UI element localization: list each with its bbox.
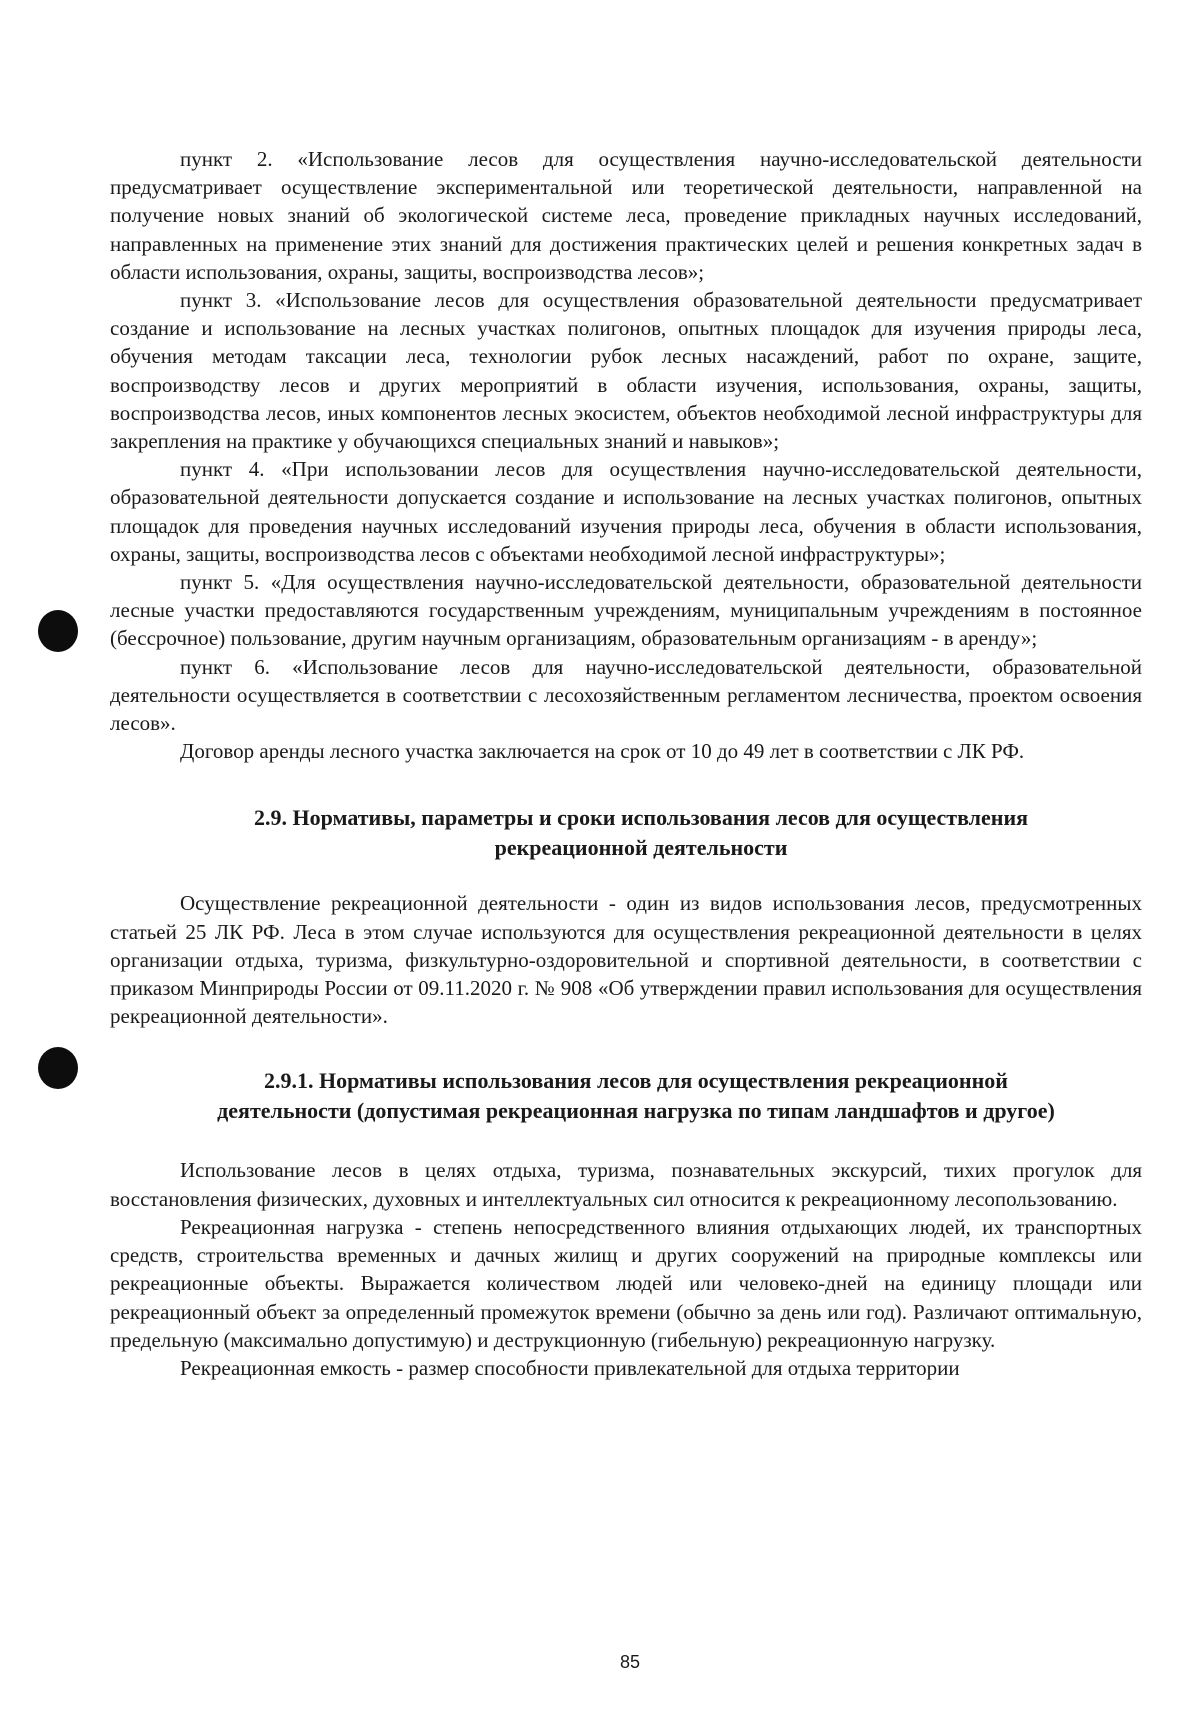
- punch-hole-mark: [38, 610, 78, 652]
- paragraph-recreation-intro: Осуществление рекреационной деятельности - один из видов использования лесов, предусмотренных статьей 25 ЛК РФ. Леса в этом случае используются для осуществления рекреационной деятельности в целях организации отдыха, туризма, физкультурно-оздоровительной и спортивной деятельности, в соответствии с приказом Минприроды России от 09.11.2020 г. № 908 «Об утверждении правил использования для осуществления рекреационной деятельности».: [110, 891, 1142, 1029]
- paragraph-punkt-6: пункт 6. «Использование лесов для научно-исследовательской деятельности, образовательной деятельности осуществляется в соответствии с лесохозяйственным регламентом лесничества, проектом освоения лесов».: [110, 654, 1142, 736]
- section-heading-2-9-1-line2: деятельности (допустимая рекреационная нагрузка по типам ландшафтов и другое): [217, 1098, 1055, 1124]
- section-heading-2-9-line1: 2.9. Нормативы, параметры и сроки использования лесов для осуществления: [253, 805, 1029, 831]
- paragraph-recreational-load: Рекреационная нагрузка - степень непосредственного влияния отдыхающих людей, их транспортных средств, строительства временных и дачных жилищ и других сооружений на природные комплексы или рекреационные объекты. Выражается количеством людей или человеко-дней на единицу площади или рекреационный объект за определенный промежуток времени (обычно за день или год). Различают оптимальную, предельную (максимально допустимую) и деструкционную (гибельную) рекреационную нагрузку.: [110, 1214, 1142, 1352]
- paragraph-punkt-2: пункт 2. «Использование лесов для осуществления научно-исследовательской деятельности предусматривает осуществление экспериментальной или теоретической деятельности, направленной на получение новых знаний об экологической системе леса, проведение прикладных научных исследований, направленных на применение этих знаний для достижения практических целей и решения конкретных задач в области использования, охраны, защиты, воспроизводства лесов»;: [110, 147, 1142, 284]
- paragraph-punkt-4: пункт 4. «При использовании лесов для осуществления научно-исследовательской деятельности, образовательной деятельности допускается создание и использование на лесных участках полигонов, опытных площадок для проведения научных исследований изучения природы леса, обучения в области использования, охраны, защиты, воспроизводства лесов с объектами необходимой лесной инфраструктуры»;: [110, 457, 1142, 566]
- section-heading-2-9-line2: рекреационной деятельности: [494, 835, 788, 861]
- paragraph-punkt-3: пункт 3. «Использование лесов для осуществления образовательной деятельности предусматривает создание и использование на лесных участках полигонов, опытных площадок для изучения природы леса, обучения методам таксации леса, технологии рубок лесных насаждений, работ по охране, защите, воспроизводству лесов и других мероприятий в области изучения, использования, охраны, защиты, воспроизводства лесов, иных компонентов лесных экосистем, объектов необходимой лесной инфраструктуры для закрепления на практике у обучающихся специальных знаний и навыков»;: [110, 288, 1142, 454]
- section-heading-2-9: [110, 803, 1142, 863]
- paragraph-recreational-use: Использование лесов в целях отдыха, туризма, познавательных экскурсий, тихих прогулок для восстановления физических, духовных и интеллектуальных сил относится к рекреационному лесопользованию.: [110, 1158, 1142, 1211]
- section-heading-2-9-1-line1: 2.9.1. Нормативы использования лесов для осуществления рекреационной: [264, 1068, 1008, 1094]
- paragraph-recreational-capacity: Рекреационная емкость - размер способности привлекательной для отдыха территории: [180, 1355, 960, 1380]
- section-heading-2-9-1: [110, 1066, 1142, 1126]
- document-page: [110, 145, 1142, 1382]
- paragraph-punkt-5: пункт 5. «Для осуществления научно-исследовательской деятельности, образовательной деятельности лесные участки предоставляются государственным учреждениям, муниципальным учреждениям в постоянное (бессрочное) пользование, другим научным организациям, образовательным организациям - в аренду»;: [110, 570, 1142, 651]
- page-number: 85: [619, 1652, 641, 1672]
- punch-hole-mark: [38, 1047, 78, 1089]
- paragraph-lease-term: Договор аренды лесного участка заключается на срок от 10 до 49 лет в соответствии с ЛК РФ.: [180, 739, 1025, 764]
